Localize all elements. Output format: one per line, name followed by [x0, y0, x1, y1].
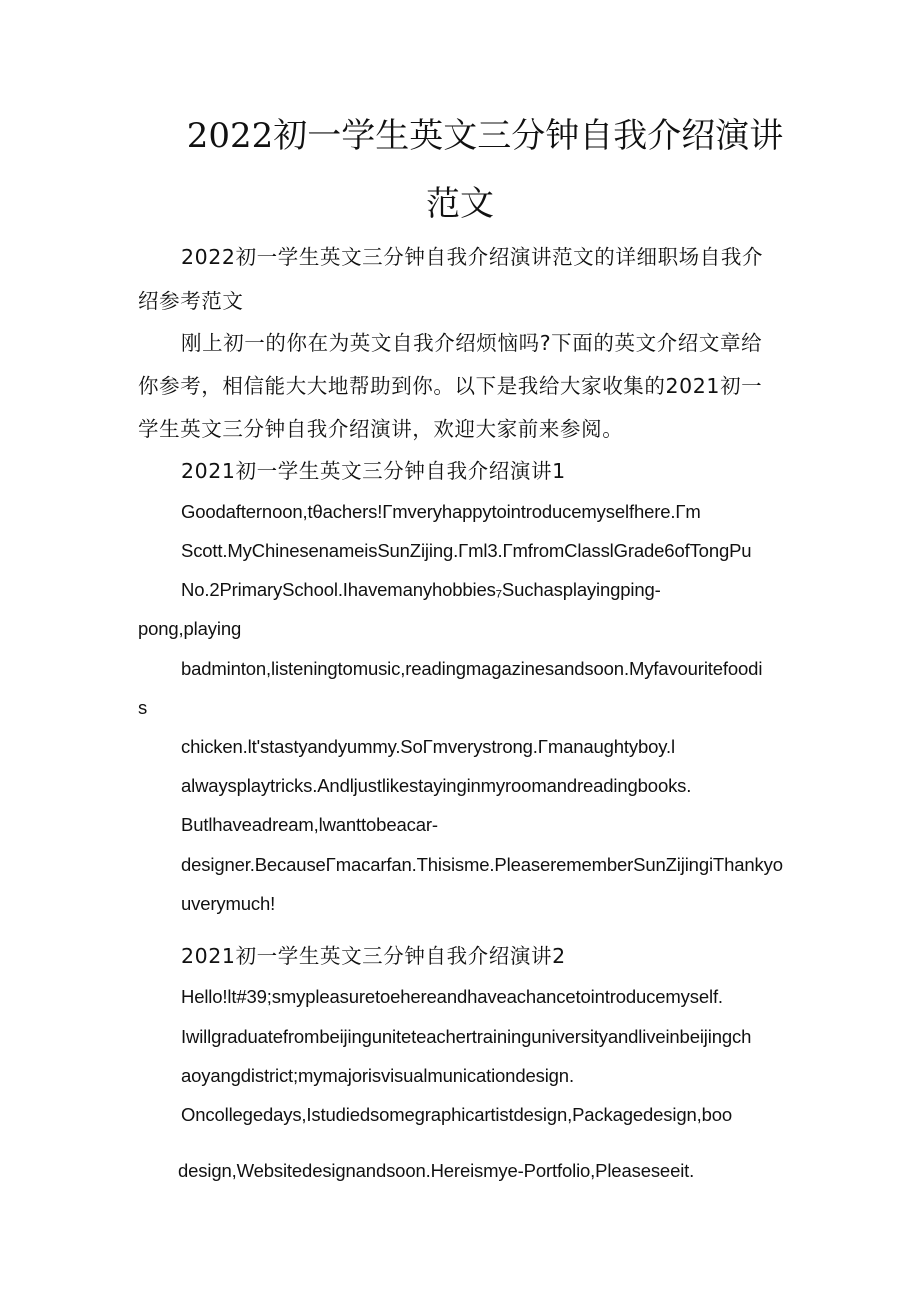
section-2-line: Oncollegedays,Istudiedsomegraphicartistdesign,Packagedesign,boo [181, 1104, 733, 1125]
paragraph-line-1: 刚上初一的你在为英文自我介绍烦恼吗?下面的英文介绍文章给 [181, 331, 763, 355]
section-1-heading: 2021初一学生英文三分钟自我介绍演讲1 [181, 459, 566, 483]
section-1-line: badminton,listeningtomusic,readingmagazinesandsoon.Myfavouritefoodi [181, 658, 763, 679]
paragraph-line-2: 你参考，相信能大大地帮助到你。以下是我给大家收集的2021初一 [138, 374, 763, 398]
section-1-line: No.2PrimarySchool.Ihavemanyhobbies₇Suchasplayingping- [181, 579, 661, 600]
section-2-heading: 2021初一学生英文三分钟自我介绍演讲2 [181, 944, 566, 968]
intro-line-2: 绍参考范文 [138, 289, 244, 313]
section-2-line: Hello!lt#39;smypleasuretoehereandhaveachancetointroducemyself. [181, 986, 723, 1007]
section-1-line: Butlhaveadream,lwanttobeacar- [181, 814, 438, 835]
title-line-2: 范文 [426, 184, 494, 224]
section-2-line: design,Websitedesignandsoon.Hereismye-Portfolio,Pleaseseeit. [178, 1160, 695, 1181]
section-1-line: Goodafternoon,tθachers!Γmveryhappytointroducemyselfhere.Γm [181, 501, 701, 522]
section-1-line: chicken.lt'stastyandyummy.SoΓmverystrong.Γmanaughtyboy.l [181, 736, 675, 757]
section-1-line: s [138, 697, 148, 718]
section-1-line: alwaysplaytricks.Andljustlikestayinginmyroomandreadingbooks. [181, 775, 692, 796]
paragraph-line-3: 学生英文三分钟自我介绍演讲，欢迎大家前来参阅。 [138, 417, 624, 441]
title-line-1: 2022初一学生英文三分钟自我介绍演讲 [186, 116, 784, 156]
section-2-line: aoyangdistrict;mymajorisvisualmunicationdesign. [181, 1065, 574, 1086]
section-1-line: pong,playing [138, 618, 242, 639]
section-2-line: Iwillgraduatefrombeijinguniteteachertraininguniversityandliveinbeijingch [181, 1026, 752, 1047]
intro-line-1: 2022初一学生英文三分钟自我介绍演讲范文的详细职场自我介 [181, 245, 764, 269]
section-1-line: designer.BecauseΓmacarfan.Thisisme.PleaserememberSunZijingiThankyo [181, 854, 783, 875]
section-1-line: uverymuch! [181, 893, 276, 914]
section-1-line: Scott.MyChinesenameisSunZijing.Γml3.ΓmfromClasslGrade6ofTongPu [181, 540, 752, 561]
